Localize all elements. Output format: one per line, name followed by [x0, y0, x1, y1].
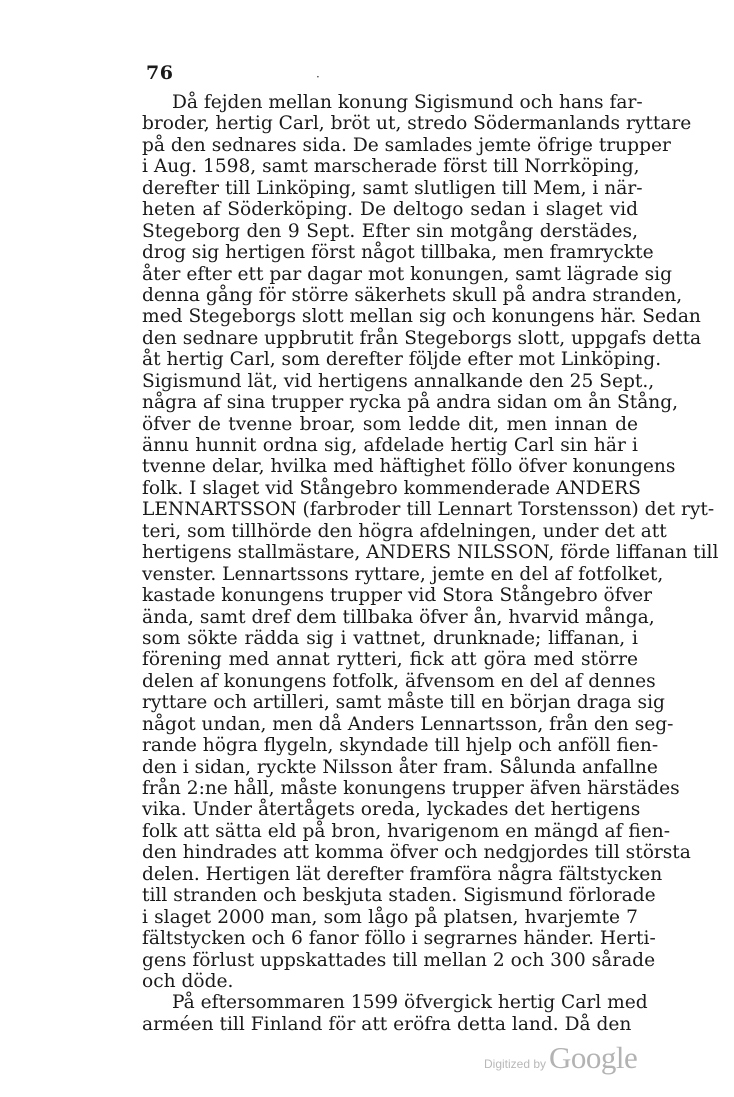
- text-line: ryttare och artilleri, samt måste till en början draga sig: [142, 692, 665, 714]
- text-line: i Aug. 1598, samt marscherade först till Norrköping,: [142, 156, 640, 178]
- digitized-watermark: [484, 1040, 637, 1080]
- text-line: den i sidan, ryckte Nilsson åter fram. Sålunda anfallne: [142, 756, 658, 778]
- text-line: Stegeborg den 9 Sept. Efter sin motgång derstädes,: [142, 220, 638, 242]
- text-line: och döde.: [142, 970, 234, 992]
- text-line: delen. Hertigen lät derefter framföra några fältstycken: [142, 863, 663, 885]
- text-line: fältstycken och 6 fanor föllo i segrarnes händer. Herti-: [142, 928, 656, 950]
- text-line: från 2:ne håll, måste konungens trupper äfven härstädes: [142, 778, 680, 799]
- text-line: drog sig hertigen först något tillbaka, men framryckte: [142, 242, 654, 264]
- text-line: gens förlust uppskattades till mellan 2 och 300 sårade: [142, 949, 656, 971]
- text-line: öfver de tvenne broar, som ledde dit, men innan de: [142, 413, 638, 435]
- text-line: hertigens stallmästare, ANDERS NILSSON, förde liffanan till: [142, 542, 719, 564]
- text-line: med Stegeborgs slott mellan sig och konungens här. Sedan: [142, 306, 701, 328]
- stray-mark: ·: [316, 70, 320, 84]
- text-line: något undan, men då Anders Lennartsson, från den seg-: [142, 713, 674, 735]
- text-line: broder, hertig Carl, bröt ut, stredo Södermanlands ryttare: [142, 113, 692, 135]
- text-line: denna gång för större säkerhets skull på andra stranden,: [142, 284, 683, 306]
- text-line: ända, samt dref dem tillbaka öfver ån, hvarvid många,: [142, 606, 655, 628]
- text-line: derefter till Linköping, samt slutligen till Mem, i när-: [142, 177, 643, 199]
- text-line: åter efter ett par dagar mot konungen, samt lägrade sig: [142, 263, 672, 285]
- text-line: venster. Lennartssons ryttare, jemte en del af fotfolket,: [142, 563, 664, 585]
- text-line: förening med annat rytteri, fick att göra med större: [142, 649, 638, 671]
- text-line: i slaget 2000 man, som lågo på platsen, hvarjemte 7: [142, 906, 638, 928]
- text-line: teri, som tillhörde den högra afdelningen, under det att: [142, 520, 667, 542]
- text-line: åt hertig Carl, som derefter följde efter mot Linköping.: [142, 349, 662, 371]
- text-line: tvenne delar, hvilka med häftighet föllo öfver konungens: [142, 456, 676, 478]
- text-line: ännu hunnit ordna sig, afdelade hertig Carl sin här i: [142, 435, 638, 456]
- text-line: som sökte rädda sig i vattnet, drunknade; liffanan, i: [142, 627, 638, 649]
- text-line: folk. I slaget vid Stångebro kommenderade ANDERS: [142, 477, 641, 499]
- text-line: kastade konungens trupper vid Stora Stångebro öfver: [142, 585, 653, 607]
- body-text: [142, 92, 719, 1035]
- text-line: den hindrades att komma öfver och nedgjordes till största: [142, 842, 691, 864]
- text-line: några af sina trupper rycka på andra sidan om ån Stång,: [142, 392, 679, 414]
- digitized-by-label: Digitized by: [484, 1057, 547, 1071]
- text-line: vika. Under återtågets oreda, lyckades det hertigens: [142, 799, 641, 821]
- text-line: heten af Söderköping. De deltogo sedan i slaget vid: [142, 199, 638, 221]
- text-line: arméen till Finland för att eröfra detta land. Då den: [142, 1013, 632, 1035]
- text-line: på den sednares sida. De samlades jemte öfrige trupper: [142, 134, 671, 156]
- page-number: 76: [146, 62, 174, 84]
- text-line: Då fejden mellan konung Sigismund och hans far-: [172, 92, 643, 113]
- google-logo: Google: [549, 1040, 638, 1075]
- text-line: den sednare uppbrutit från Stegeborgs slott, uppgafs detta: [142, 327, 702, 349]
- text-line: till stranden och beskjuta staden. Sigismund förlorade: [142, 885, 656, 907]
- text-line: folk att sätta eld på bron, hvarigenom en mängd af fien-: [142, 820, 671, 842]
- text-line: LENNARTSSON (farbroder till Lennart Torstensson) det ryt-: [142, 499, 715, 521]
- text-line: Sigismund lät, vid hertigens annalkande den 25 Sept.,: [142, 370, 655, 392]
- text-line: rande högra flygeln, skyndade till hjelp och anföll fien-: [142, 735, 659, 757]
- text-line: På eftersommaren 1599 öfvergick hertig Carl med: [172, 992, 648, 1014]
- text-line: delen af konungens fotfolk, äfvensom en del af dennes: [142, 670, 656, 692]
